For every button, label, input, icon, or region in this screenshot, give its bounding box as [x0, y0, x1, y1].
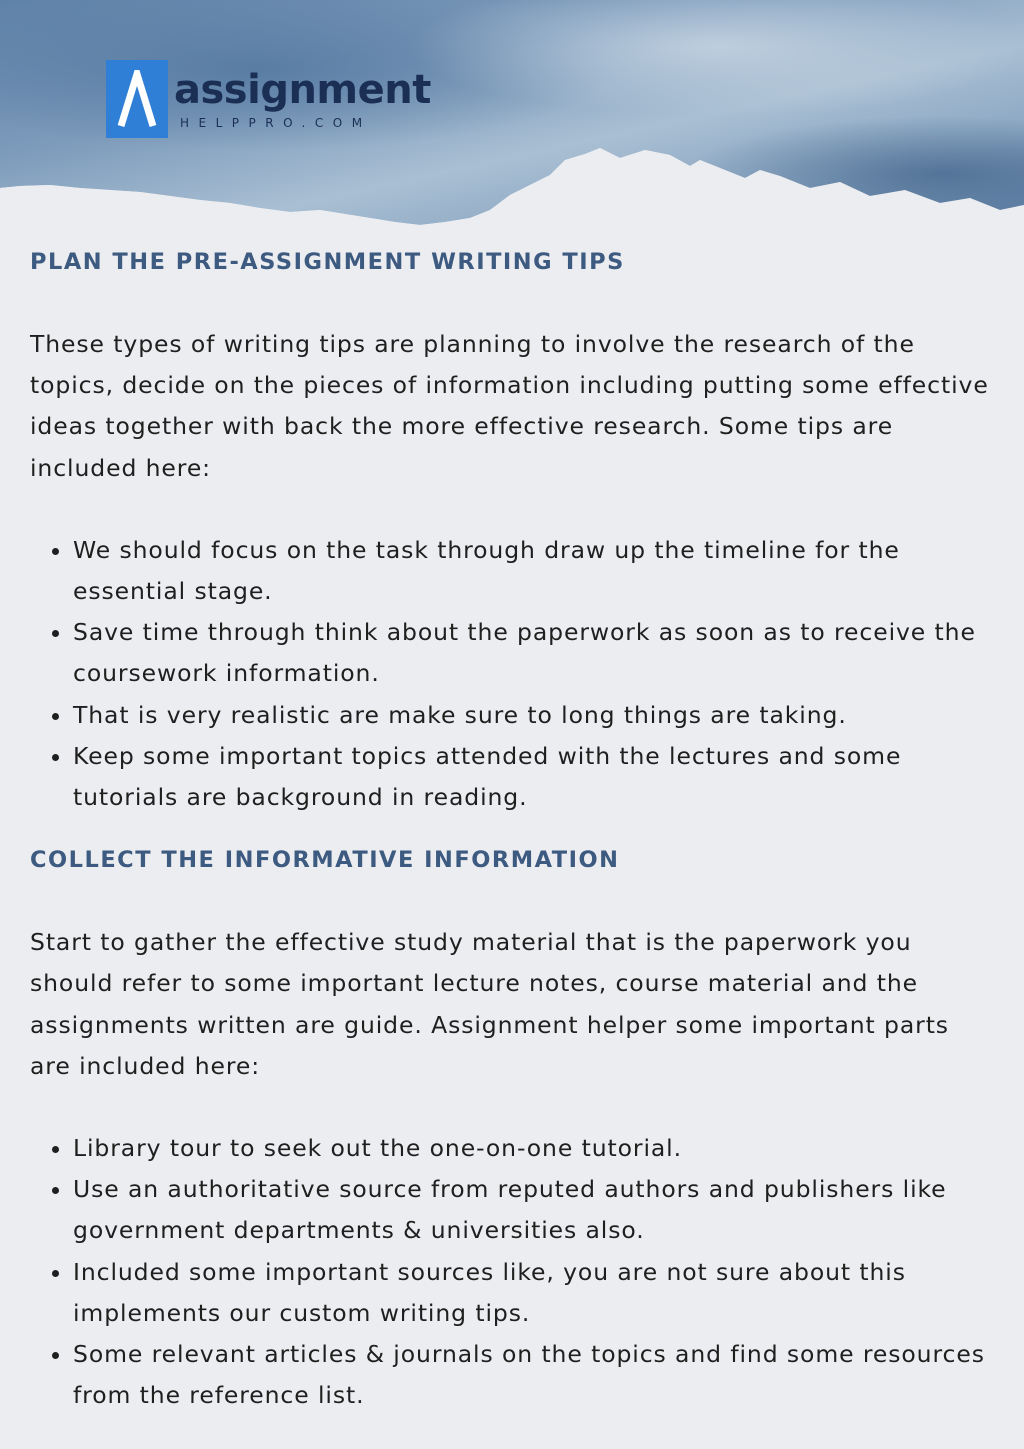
bullet-list — [30, 1128, 994, 1416]
logo-a-icon — [106, 60, 168, 138]
brand-logo[interactable] — [106, 60, 431, 140]
section-collect — [30, 838, 994, 1416]
list-item: • Keep some important topics attended with the lectures and some tutorials are background in reading. — [73, 736, 994, 818]
bullet-list — [30, 530, 994, 818]
list-item: • Save time through think about the paperwork as soon as to receive the coursework information. — [73, 612, 994, 694]
section-paragraph: Start to gather the effective study material that is the paperwork you should refer to some important lecture notes, course material and the assignments written are guide. Assignment helper some important parts are included here: — [30, 928, 949, 1080]
list-item: • Use an authoritative source from reputed authors and publishers like government departments & universities also. — [73, 1169, 994, 1251]
list-item: • Library tour to seek out the one-on-one tutorial. — [73, 1128, 994, 1169]
logo-subtitle: HELPPRO.COM — [180, 116, 372, 130]
list-item: • Some relevant articles & journals on the topics and find some resources from the reference list. — [73, 1334, 994, 1416]
section-heading: COLLECT THE INFORMATIVE INFORMATION — [30, 847, 620, 874]
section-plan — [30, 240, 994, 818]
list-item: • Included some important sources like, you are not sure about this implements our custom writing tips. — [73, 1252, 994, 1334]
list-item: • We should focus on the task through draw up the timeline for the essential stage. — [73, 530, 994, 612]
logo-wordmark: assignment — [174, 67, 431, 113]
list-item: • That is very realistic are make sure to long things are taking. — [73, 695, 994, 736]
section-heading: PLAN THE PRE-ASSIGNMENT WRITING TIPS — [30, 249, 625, 275]
section-paragraph: These types of writing tips are planning to involve the research of the topics, decide on the pieces of information including putting some effective ideas together with back the more effective research. Some tips are included here: — [30, 330, 989, 482]
document-body — [30, 240, 994, 1416]
